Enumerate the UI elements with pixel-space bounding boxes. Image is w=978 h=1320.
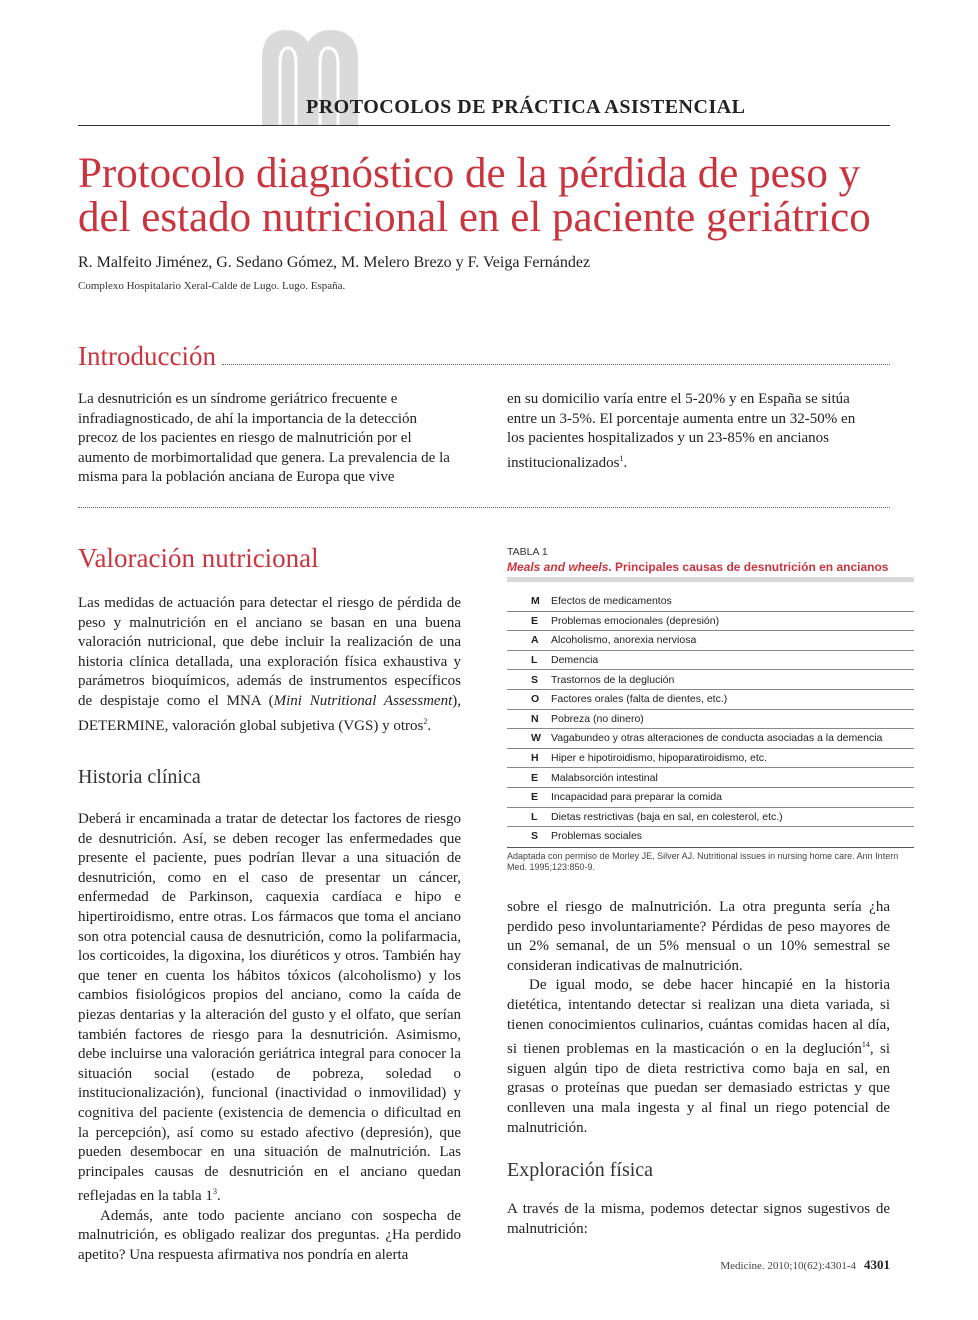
table-row-value: Efectos de medicamentos — [551, 595, 672, 608]
table-row-key: N — [531, 712, 539, 725]
citation-sup: 1 — [619, 453, 624, 463]
table-row — [507, 690, 914, 710]
intro-dotted-rule — [78, 507, 890, 508]
table-title-italic: Meals and wheels — [507, 560, 609, 574]
table-row-value: Alcoholismo, anorexia nerviosa — [551, 634, 697, 647]
intro-right-text: en su domicilio varía entre el 5-20% y en España se sitúa entre un 3-5%. El porcentaje aumenta entre un 32-50% en los pacientes hospitalizados y un 23-85% en ancianos institucionalizados — [507, 391, 856, 471]
table-row-key: H — [531, 752, 539, 765]
table-row-key: M — [531, 595, 540, 608]
valoracion-end: . — [427, 717, 432, 734]
table-label: TABLA 1 — [507, 546, 548, 558]
section-label: PROTOCOLOS DE PRÁCTICA ASISTENCIAL — [306, 96, 746, 118]
citation-sup: 2 — [423, 716, 428, 726]
article-affiliation: Complexo Hospitalario Xeral-Calde de Lugo. Lugo. España. — [78, 280, 346, 292]
table-row-key: L — [531, 810, 538, 823]
heading-dots — [222, 363, 890, 365]
table-title — [507, 560, 914, 582]
valoracion-body — [78, 594, 461, 736]
table-row — [507, 631, 914, 651]
intro-left-text: La desnutrición es un síndrome geriátrico frecuente e infradiagnosticado, de ahí la importancia de la detección precoz de los pacientes en riesgo de malnutrición por el aumento de morbimortalidad que genera. La prevalencia de la misma para la población anciana de Europa que vive — [78, 391, 450, 486]
table-row-value: Trastornos de la deglución — [551, 673, 675, 686]
intro-heading-row — [78, 341, 890, 372]
header-rule — [78, 125, 890, 126]
table-row-value: Vagabundeo y otras alteraciones de conducta asociadas a la demencia — [551, 732, 883, 745]
intro-right-paragraph — [507, 390, 872, 473]
table-row — [507, 768, 914, 788]
table-row — [507, 612, 914, 632]
table-row-key: E — [531, 791, 539, 804]
table-row — [507, 827, 914, 846]
table-row-value: Demencia — [551, 654, 599, 667]
table-row — [507, 670, 914, 690]
page-footer — [720, 1257, 890, 1273]
table-row — [507, 808, 914, 828]
historia-text-1: Deberá ir encaminada a tratar de detectar los factores de riesgo de desnutrición. Así, se deben recoger las enfermedades que presente el paciente, pues podrían llevar a una situación de desnutrición, como en el caso de presentar un cáncer, enfermedad de Parkinson, caquexia cardíaca e hipo e hipertiroidismo, entre otras. Los fármacos que toma el anciano son otra potencial causa de desnutrición, como la polifarmacia, los corticoides, la digoxina, los diuréticos y otros. También hay que tener en cuenta los hábitos tóxicos (alcoholismo) y los cambios fisiológicos propios del anciano, como la caída de piezas dentarias y la alteración del gusto y el olfato, que serían también factores de riesgo para la desnutrición. Asimismo, debe incluirse una valoración geriátrica integral para conocer la situación social (estado de pobreza, soledad o institucionalización), funcional (inactividad o inmovilidad) y cognitiva del paciente (existencia de demencia o dificultad en la percepción), así como su estado afectivo (depresión), que pueden desembocar en una situación de malnutrición. Las principales causas de desnutrición en el anciano quedan reflejadas en la tabla 1 — [78, 811, 461, 1205]
article-authors: R. Malfeito Jiménez, G. Sedano Gómez, M. Melero Brezo y F. Veiga Fernández — [78, 254, 591, 271]
historia-text-4b: , si siguen algún tipo de dieta restrictiva como baja en sal, en grasas o proteínas que puedan ser demasiado estrictas y que conlleven una mala ingesta y al final un riego potencial de malnutrición. — [507, 1041, 890, 1136]
citation-sup: 14 — [861, 1040, 870, 1050]
intro-left-column — [78, 390, 450, 488]
table-row-key: E — [531, 771, 539, 784]
table-row — [507, 592, 914, 612]
valoracion-text-b: ), DETERMINE, valoración global subjetiva (VGS) y otros — [78, 692, 461, 734]
table-row-key: L — [531, 654, 538, 667]
footer-citation: Medicine. 2010;10(62):4301-4 — [720, 1260, 856, 1272]
historia-paragraph-1 — [78, 810, 461, 1207]
table-row — [507, 729, 914, 749]
table-title-rest: . Principales causas de desnutrición en ancianos — [608, 560, 889, 574]
table-row-value: Pobreza (no dinero) — [551, 712, 644, 725]
historia-paragraph-4 — [507, 976, 890, 1138]
exploracion-body — [507, 1200, 890, 1239]
table-row-value: Problemas emocionales (depresión) — [551, 614, 720, 627]
table-row-key: A — [531, 634, 539, 647]
valoracion-heading: Valoración nutricional — [78, 543, 319, 573]
historia-continuation — [507, 898, 890, 1138]
table-row-value: Malabsorción intestinal — [551, 771, 658, 784]
table-row-key: E — [531, 614, 539, 627]
intro-right-end: . — [623, 454, 628, 471]
historia-heading: Historia clínica — [78, 766, 201, 788]
table-1 — [507, 546, 914, 873]
table-row-key: S — [531, 673, 539, 686]
citation-sup: 3 — [212, 1187, 217, 1197]
table-row — [507, 651, 914, 671]
table-row-value: Hiper e hipotiroidismo, hipoparatiroidismo, etc. — [551, 752, 767, 765]
historia-body — [78, 810, 461, 1266]
valoracion-text-a: Las medidas de actuación para detectar el riesgo de pérdida de peso y malnutrición en el anciano se basan en una buena valoración nutricional, que debe incluir la realización de una historia clínica detallada, una exploración física exhaustiva y parámetros bioquímicos, además de instrumentos específicos de despistaje como el MNA ( — [78, 595, 461, 709]
historia-paragraph-2: Además, ante todo paciente anciano con sospecha de malnutrición, es obligado realizar dos preguntas. ¿Ha perdido apetito? Una respuesta afirmativa nos pondría en alerta — [78, 1207, 461, 1264]
table-row-value: Incapacidad para preparar la comida — [551, 791, 723, 804]
historia-end-1: . — [216, 1188, 221, 1205]
table-row-value: Problemas sociales — [551, 830, 643, 843]
table-row — [507, 788, 914, 808]
table-row — [507, 749, 914, 769]
table-row — [507, 710, 914, 730]
historia-paragraph-3: sobre el riesgo de malnutrición. La otra pregunta sería ¿ha perdido peso involuntariamente? Pérdidas de peso mayores de un 2% semanal, de un 5% mensual o un 10% semestral se consideran indicativas de malnutrición. — [507, 899, 890, 974]
exploracion-paragraph: A través de la misma, podemos detectar signos sugestivos de malnutrición: — [507, 1201, 890, 1237]
table-row-key: W — [531, 732, 541, 745]
valoracion-italic: Mini Nutritional Assessment — [273, 692, 453, 709]
table-row-key: O — [531, 693, 540, 706]
table-footnote: Adaptada con permiso de Morley JE, Silver AJ. Nutritional issues in nursing home care. Ann Intern Med. 1995;123:850-9. — [507, 847, 914, 873]
table-row-value: Dietas restrictivas (baja en sal, en colesterol, etc.) — [551, 810, 783, 823]
historia-text-4a: De igual modo, se debe hacer hincapié en la historia dietética, intentando detectar si realizan una dieta variada, si tienen conocimientos culinarios, cuántas comidas hacen al día, si tienen problemas en la masticación o en la deglución — [507, 977, 890, 1058]
table-rows — [507, 592, 914, 846]
exploracion-heading: Exploración física — [507, 1159, 654, 1181]
intro-right-column — [507, 390, 872, 473]
intro-heading: Introducción — [78, 341, 216, 371]
table-row-value: Factores orales (falta de dientes, etc.) — [551, 693, 728, 706]
article-title: Protocolo diagnóstico de la pérdida de peso y del estado nutricional en el paciente geriátrico — [78, 150, 871, 241]
table-row-key: S — [531, 830, 539, 843]
valoracion-paragraph — [78, 594, 461, 736]
page-number: 4301 — [864, 1257, 890, 1272]
